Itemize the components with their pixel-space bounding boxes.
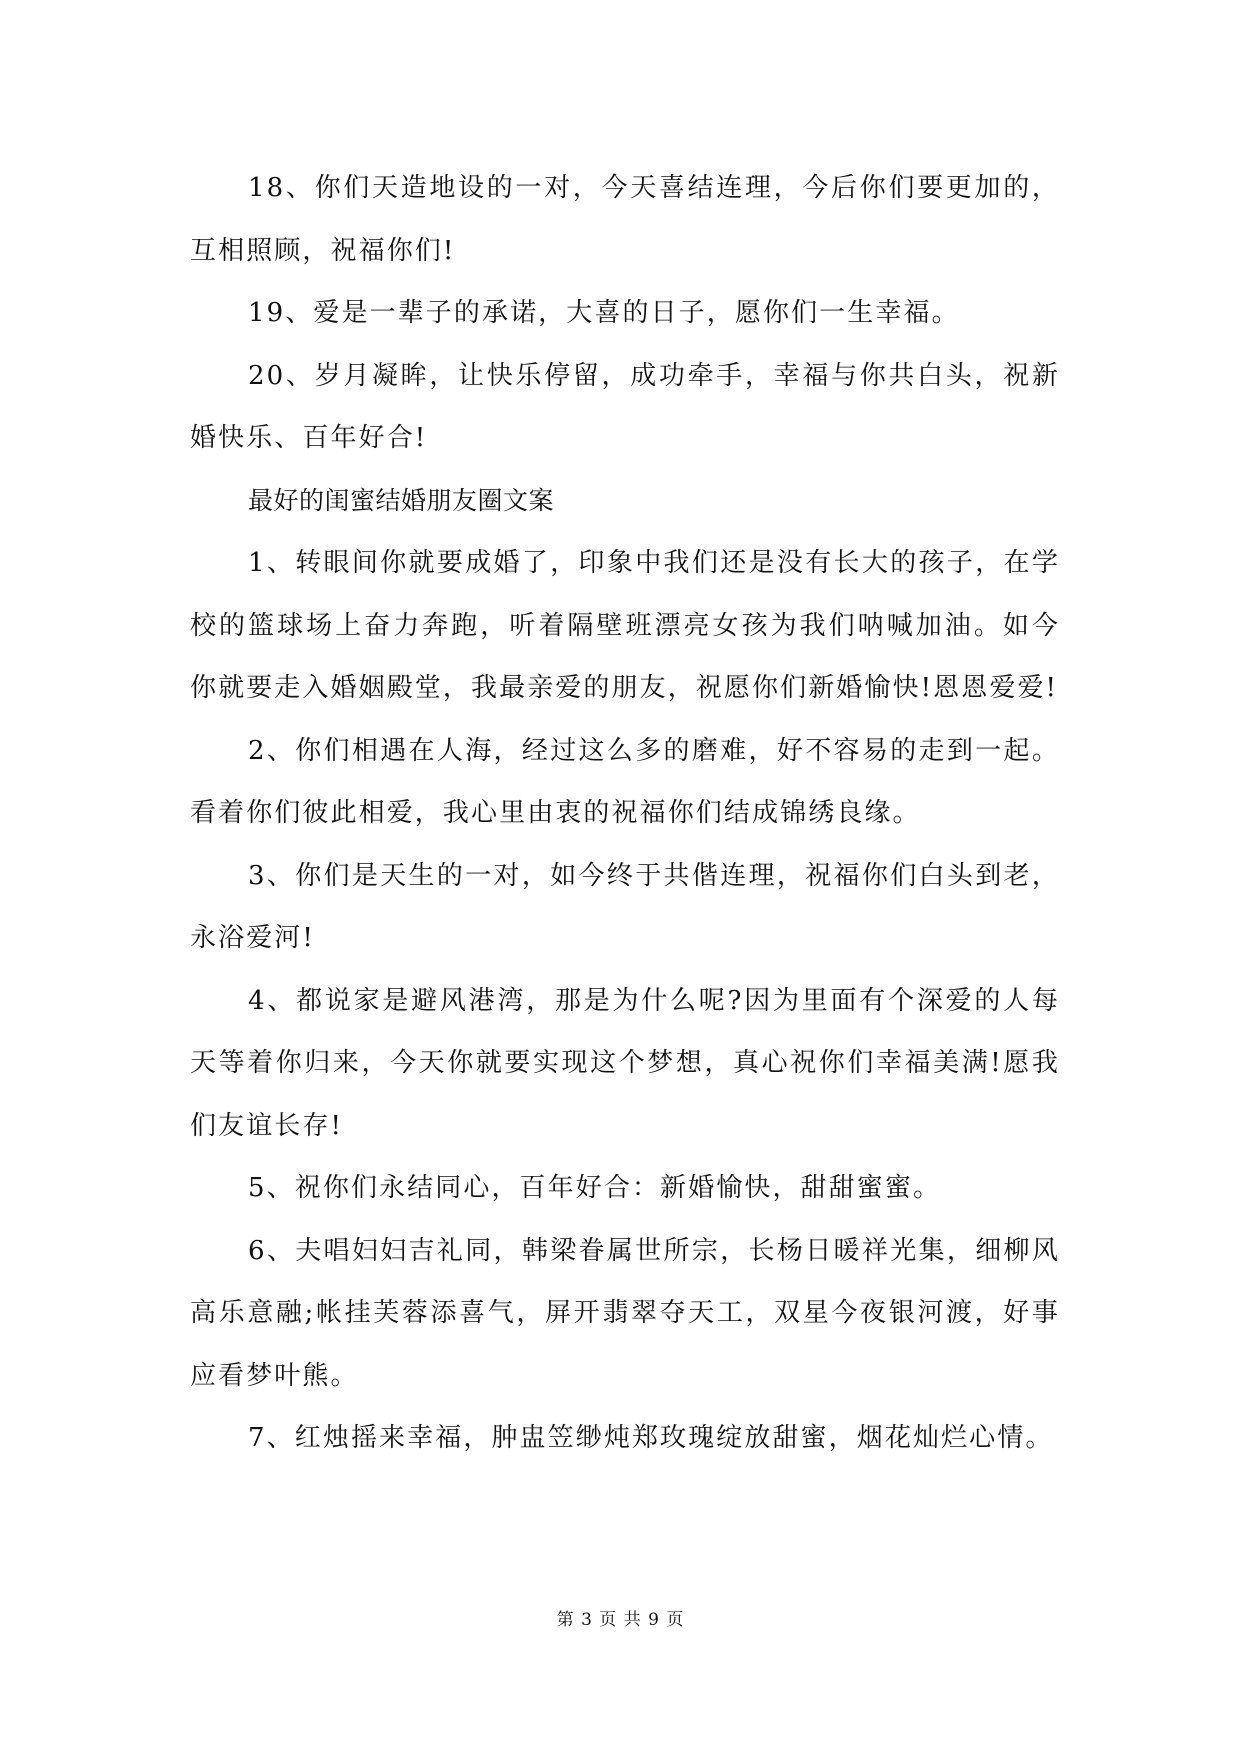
paragraph-18: 18、你们天造地设的一对，今天喜结连理，今后你们要更加的，互相照顾，祝福你们!: [190, 173, 1060, 266]
paragraph-19: 19、爱是一辈子的承诺，大喜的日子，愿你们一生幸福。: [248, 298, 960, 328]
paragraph-5: 5、祝你们永结同心，百年好合：新婚愉快，甜甜蜜蜜。: [248, 1173, 942, 1203]
paragraph-3: 3、你们是天生的一对，如今终于共偕连理，祝福你们白头到老，永浴爱河!: [190, 860, 1060, 953]
document-body: [190, 157, 1060, 1470]
paragraph-2: 2、你们相遇在人海，经过这么多的磨难，好不容易的走到一起。看着你们彼此相爱，我心里由衷的祝福你们结成锦绣良缘。: [190, 735, 1060, 828]
paragraph-1: 1、转眼间你就要成婚了，印象中我们还是没有长大的孩子，在学校的篮球场上奋力奔跑，听着隔壁班漂亮女孩为我们呐喊加油。如今你就要走入婚姻殿堂，我最亲爱的朋友，祝愿你们新婚愉快!恩恩爱爱!: [190, 548, 1060, 703]
page-number-footer: 第 3 页 共 9 页: [556, 1610, 685, 1630]
paragraph-6: 6、夫唱妇妇吉礼同，韩梁眷属世所宗，长杨日暖祥光集，细柳风高乐意融;帐挂芙蓉添喜气，屏开翡翠夺天工，双星今夜银河渡，好事应看梦叶熊。: [190, 1235, 1060, 1391]
paragraph-4: 4、都说家是避风港湾，那是为什么呢?因为里面有个深爱的人每天等着你归来，今天你就要实现这个梦想，真心祝你们幸福美满!愿我们友谊长存!: [190, 985, 1060, 1141]
paragraph-7: 7、红烛摇来幸福，肿盅笠缈炖郑玫瑰绽放甜蜜，烟花灿烂心情。: [248, 1423, 1054, 1453]
paragraph-20: 20、岁月凝眸，让快乐停留，成功牵手，幸福与你共白头，祝新婚快乐、百年好合!: [190, 360, 1060, 453]
section-heading: 最好的闺蜜结婚朋友圈文案: [248, 485, 555, 515]
